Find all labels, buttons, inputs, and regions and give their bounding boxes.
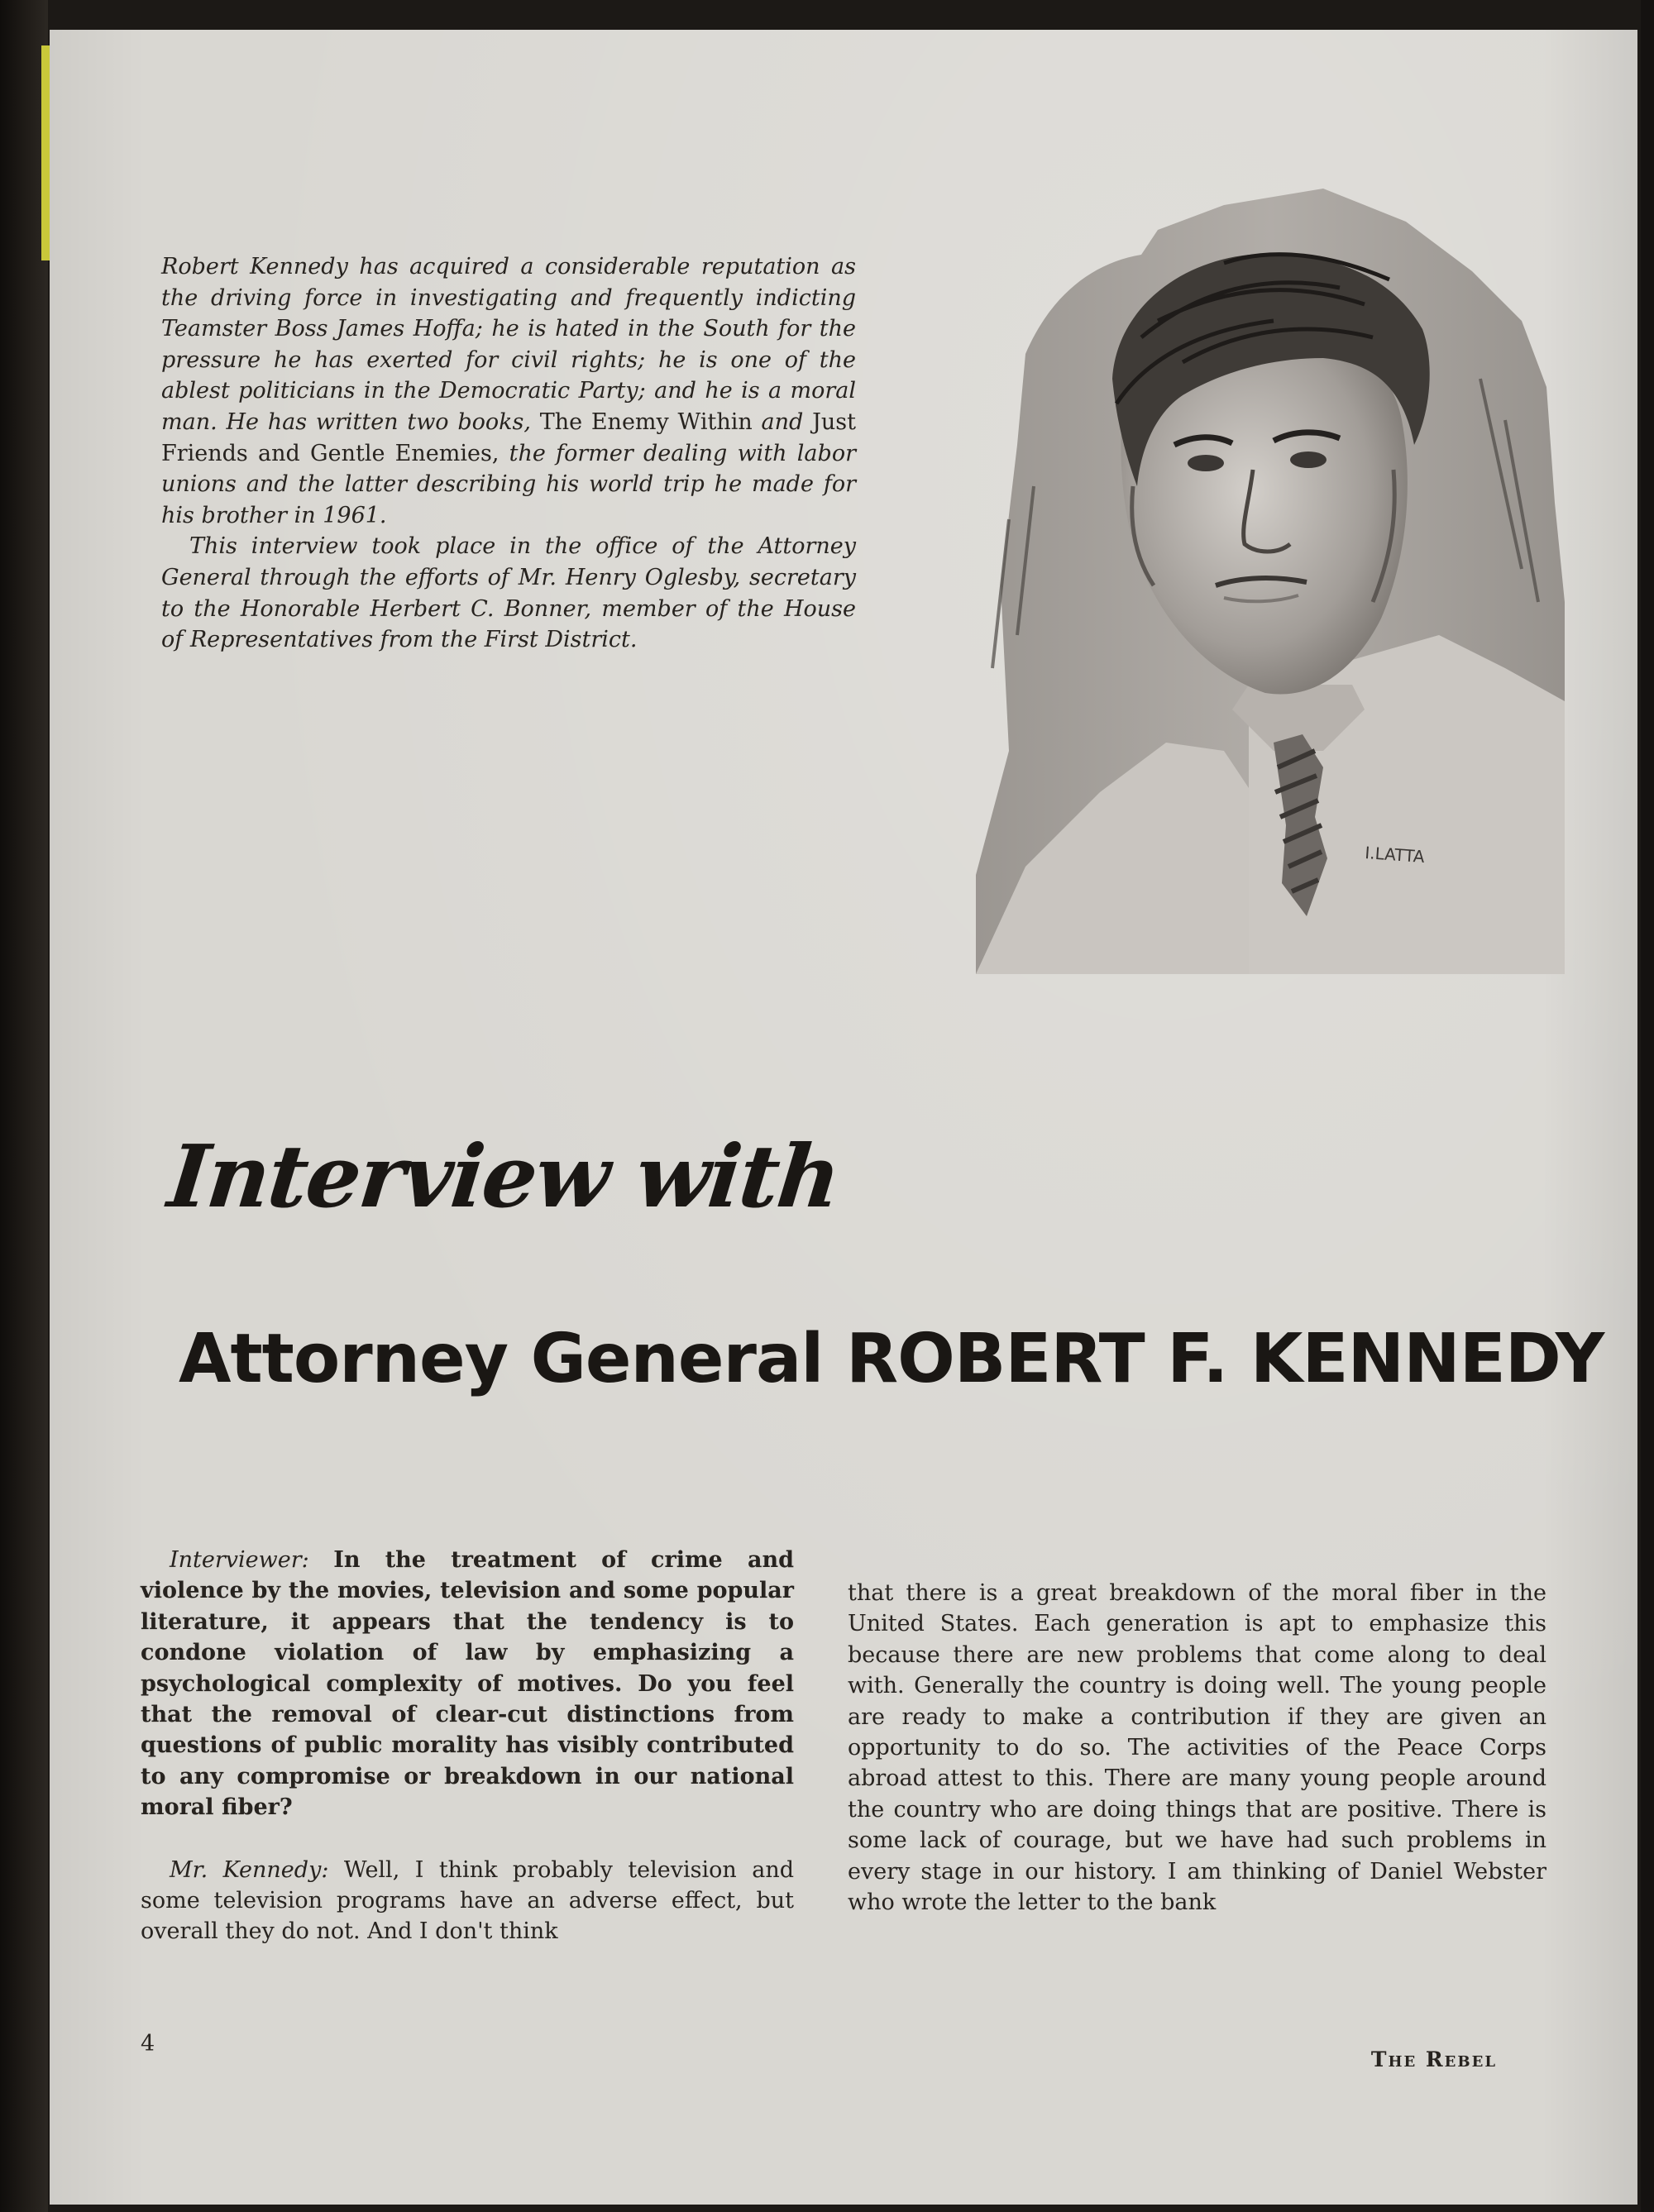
body-column-left bbox=[141, 1545, 794, 1979]
speaker-interviewer: Interviewer: bbox=[170, 1547, 309, 1573]
intro-blurb bbox=[161, 251, 856, 656]
answer-1-start bbox=[141, 1855, 794, 1947]
speaker-kennedy: Mr. Kennedy: bbox=[170, 1856, 329, 1883]
answer-1-text-left: Well, I think probably television and some television programs have an adverse effect, but overall they do not. And I don't think bbox=[141, 1856, 794, 1945]
book-title-enemy-within: The Enemy Within bbox=[539, 408, 753, 435]
artist-signature: I.LATTA bbox=[1364, 843, 1426, 867]
headline-attorney-general: Attorney General ROBERT F. KENNEDY bbox=[179, 1320, 1604, 1398]
question-1 bbox=[141, 1545, 794, 1823]
magazine-page bbox=[50, 30, 1637, 2205]
intro-conjunction: and bbox=[761, 408, 804, 435]
body-column-right bbox=[848, 1578, 1546, 1949]
publication-title: The Rebel bbox=[1370, 2047, 1497, 2071]
intro-paragraph-2: This interview took place in the office of the Attorney General through the efforts of Mr. Henry Oglesby, secretary to the Honorable Herbert C. Bonner, member of the House of Representatives from the First District. bbox=[161, 533, 856, 653]
intro-text-continued: the former dealing with labor unions and the latter describing his world trip he made for his brother in 1961. bbox=[161, 440, 856, 528]
intro-paragraph-1 bbox=[161, 251, 856, 531]
scan-right-edge bbox=[1641, 0, 1654, 2212]
page-number: 4 bbox=[141, 2031, 155, 2057]
question-1-text: In the treatment of crime and violence by the movies, television and some popular literature, it appears that the tendency is to condone violation of law by emphasizing a psychological complexity of motives. Do you feel that the removal of clear-cut distinctions from questions of public morality has visibly contributed to any compromise or breakdown in our national moral fiber? bbox=[141, 1547, 794, 1821]
kennedy-portrait-illustration bbox=[976, 172, 1565, 974]
answer-1-continued: that there is a great breakdown of the moral fiber in the United States. Each generation is apt to emphasize this because there are new problems that come along to deal with. Generally the country is doing well. The young people are ready to make a contribution if they are given an opportunity to do so. The activities of the Peace Corps abroad attest to this. There are many young people around the country who are doing things that are positive. There is some lack of courage, but we have had such problems in every stage in our history. I am thinking of Daniel Webster who wrote the letter to the bank bbox=[848, 1580, 1546, 1916]
cover-color-strip bbox=[41, 45, 50, 260]
book-title-just-friends: Just Friends and Gentle Enemies, bbox=[161, 408, 856, 466]
headline-interview-with: Interview with bbox=[164, 1125, 844, 1227]
intro-text: Robert Kennedy has acquired a considerable reputation as the driving force in investigating and frequently indicting Teamster Boss James Hoffa; he is hated in the South for the pressure he has exerted for civil rights; he is one of the ablest politicians in the Democratic Party; and he is a moral man. He has written two books, bbox=[161, 254, 856, 435]
scan-binding-edge bbox=[0, 0, 48, 2212]
